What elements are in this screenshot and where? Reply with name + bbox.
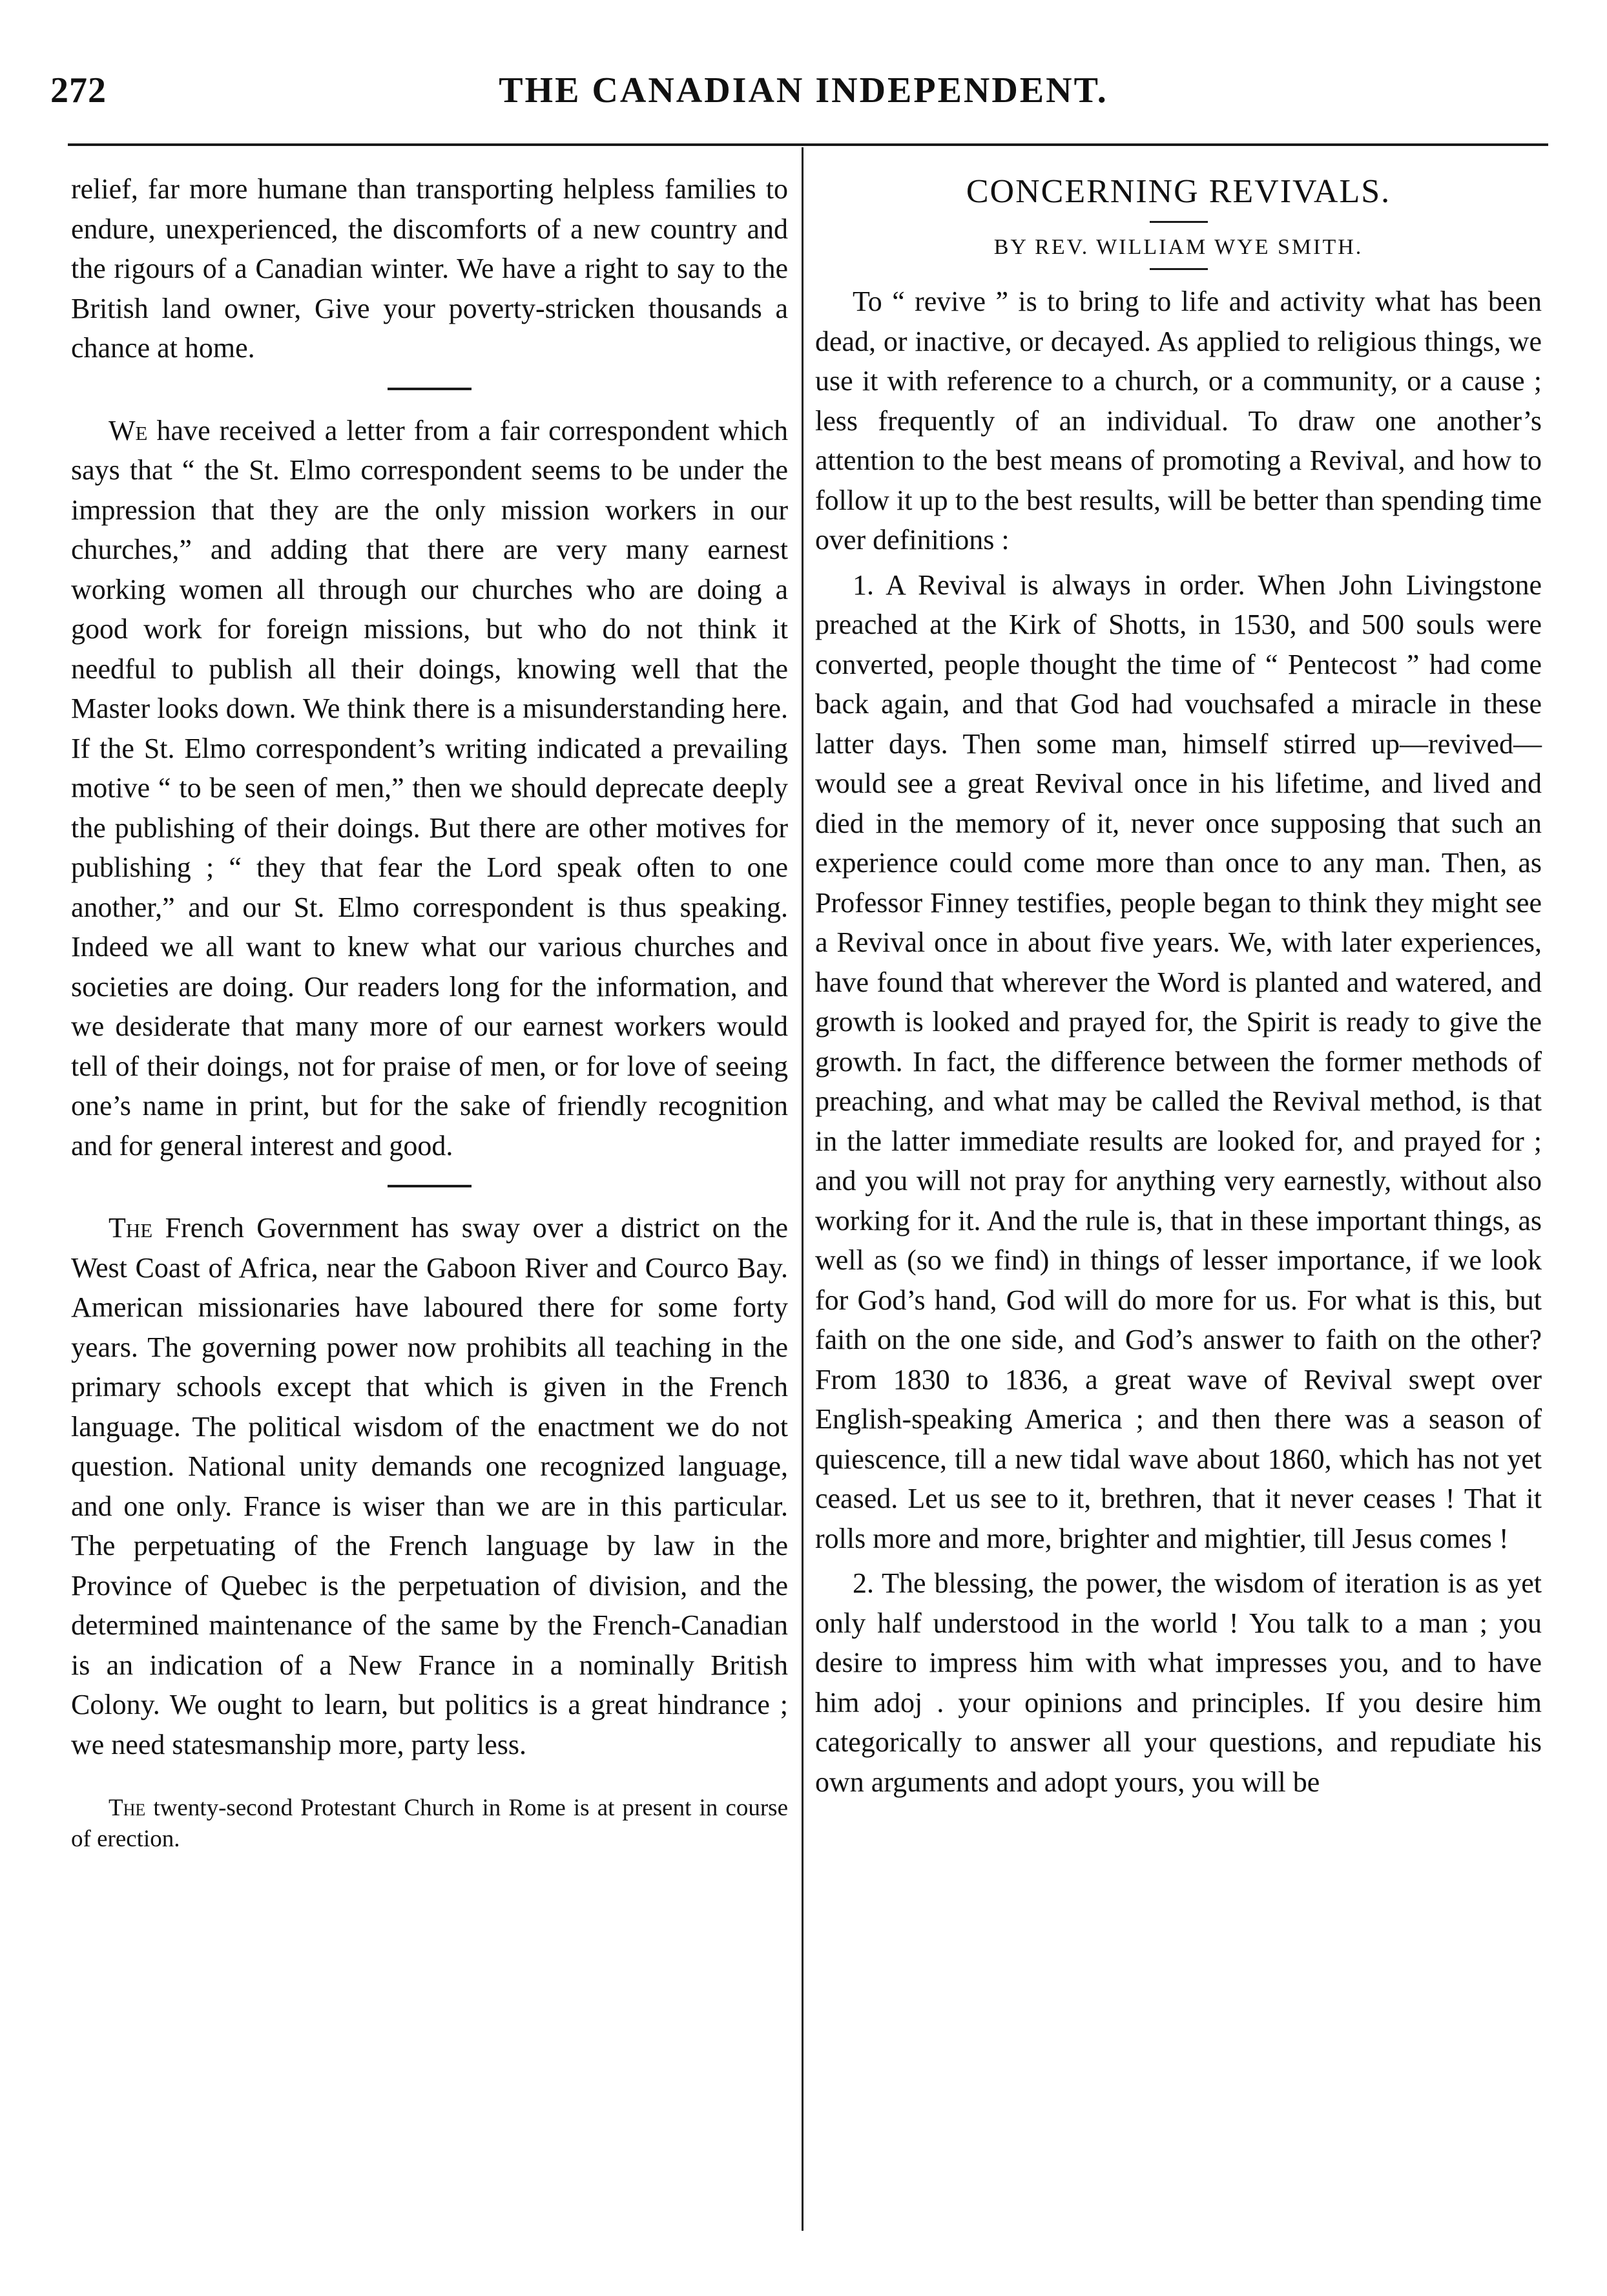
paragraph-text: have received a letter from a fair correspondent which says that “ the St. Elmo correspondent seems to be under the impression that they are the only mission workers in our churches,” and adding that there are very many earnest working women all through our churches who are doing a good work for foreign missions, but who do not think it needful to publish all their doings, knowing well that the Master looks down. We think there is a misunderstanding here. If the St. Elmo correspondent’s writing indicated a prevailing motive “ to be seen of men,” then we should deprecate deeply the publishing of their doings. But there are other motives for publishing ; “ they that fear the Lord speak often to one another,” and our St. Elmo correspondent is thus speaking. Indeed we all want to knew what our various churches and societies are doing. Our readers long for the information, and we desiderate that many more of our earnest workers would tell of their doings, not for praise of men, or for love of seeing one’s name in print, but for the sake of friendly recognition and for general interest and good. (71, 414, 788, 1162)
point-one-paragraph: 1. A Revival is always in order. When John Livingstone preached at the Kirk of Shotts, in 1530, and 500 souls were converted, people thought the time of “ Pentecost ” had come back again, and that God had vouchsafed a miracle in these latter days. Then some man, himself stirred up—revived—would see a great Revival once in his lifetime, and lived and died in the memory of it, never once supposing that such an experience could come more than once to any man. Then, as Professor Finney testifies, people began to think they might see a Revival once in about five years. We, with later experiences, have found that wherever the Word is planted and watered, and growth is looked and prayed for, the Spirit is ready to give the growth. In fact, the difference between the former methods of preaching, and what may be called the Revival method, is that in the latter immediate results are looked for, and prayed for ; and you will not pray for anything very earnestly, without also working for it. And the rule is, that in these important things, as well as (so we find) in things of lesser importance, if we look for God’s hand, God will do more for us. For what is this, but faith on the one side, and God’s answer to faith on the other? From 1830 to 1836, a great wave of Revival swept over English-speaking America ; and then there was a season of quiescence, till a new tidal wave about 1860, which has not yet ceased. Let us see to it, brethren, that it never ceases ! That it rolls more and more, brighter and mightier, till Jesus comes ! (815, 569, 1542, 1554)
footnote-note (71, 1793, 788, 1855)
right-column (815, 169, 1542, 1807)
paragraph-text: French Government has sway over a district on the West Coast of Africa, near the Gaboon River and Courco Bay. American missionaries have laboured there for some forty years. The governing power now prohibits all teaching in the primary schools except that which is given in the French language. The political wisdom of the enactment we do not question. National unity demands one recognized language, and one only. France is wiser than we are in this particular. The perpetuating of the French language by law in the Province of Quebec is the perpetuation of division, and the determined maintenance of the same by the French-Canadian is an indication of a New France in a nominally British Colony. We ought to learn, but politics is a great hindrance ; we need statesmanship more, party less. (71, 1212, 788, 1760)
article-title: CONCERNING REVIVALS. (966, 173, 1391, 210)
page-number: 272 (50, 70, 107, 110)
continued-paragraph: relief, far more humane than transporting helpless families to endure, unexperienced, the discomforts of a new country and the rigours of a Canadian winter. We have a right to say to the British land owner, Give your poverty-stricken thousands a chance at home. (71, 173, 788, 364)
running-head: THE CANADIAN INDEPENDENT. (499, 70, 1108, 110)
footnote-text: twenty-second Protestant Church in Rome is at present in course of erection. (71, 1795, 788, 1852)
point-two-paragraph: 2. The blessing, the power, the wisdom of iteration is as yet only half understood in the world ! You talk to a man ; you desire to impress him with what impresses you, and to have him adoj . your opinions and principles. If you desire him categorically to answer all your questions, and repudiate his own arguments and adopt yours, you will be (815, 1567, 1542, 1798)
footnote-lead-word: The (109, 1795, 146, 1821)
title-rule (1150, 221, 1208, 223)
byline-rule (1150, 268, 1208, 270)
column-divider (802, 147, 804, 2231)
paragraph-lead-word: The (109, 1212, 153, 1244)
section-divider (388, 1185, 472, 1187)
header-rule (68, 143, 1548, 146)
paragraph-lead-word: We (109, 414, 148, 446)
section-divider (388, 388, 472, 390)
letter-paragraph (71, 411, 788, 1166)
french-government-paragraph (71, 1208, 788, 1764)
article-byline: BY REV. WILLIAM WYE SMITH. (993, 235, 1363, 259)
left-column (71, 169, 788, 1855)
intro-paragraph: To “ revive ” is to bring to life and activity what has been dead, or inactive, or decayed. As applied to religious things, we use it with reference to a church, or a community, or a cause ; less frequently of an individual. To draw one another’s attention to the best means of promoting a Revival, and how to follow it up to the best results, will be better than spending time over definitions : (815, 286, 1542, 556)
